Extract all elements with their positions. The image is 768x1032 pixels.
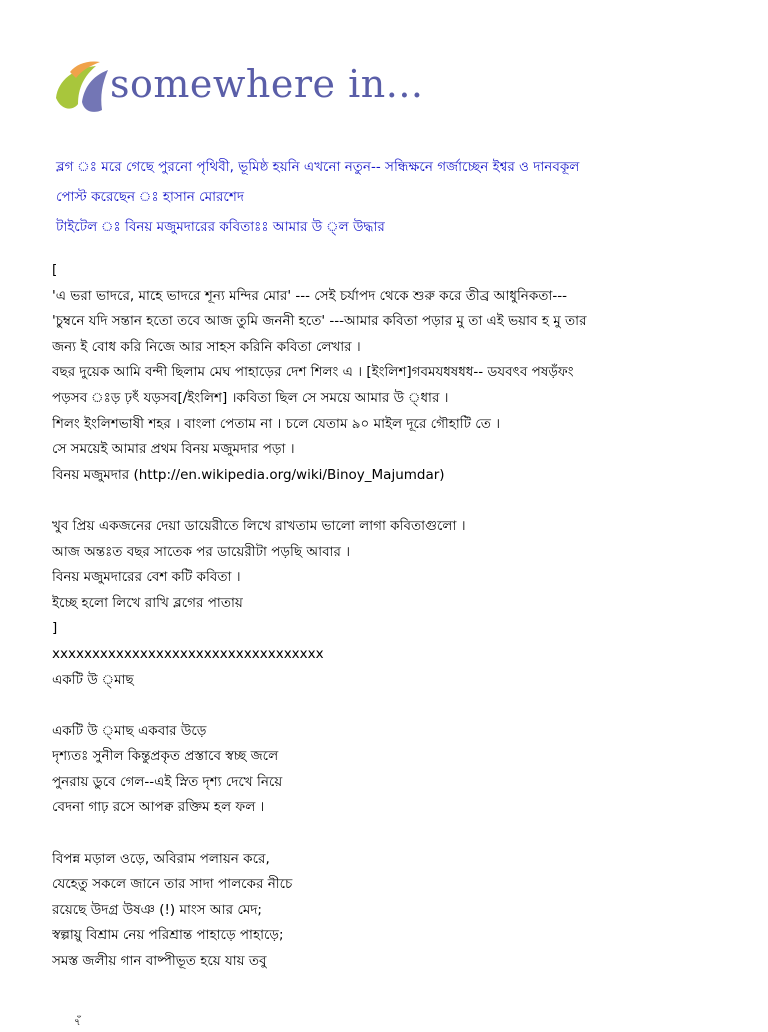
wiki-link-line[interactable]: বিনয় মজুমদার (http://en.wikipedia.org/wiki/Binoy_Majumdar) (52, 466, 445, 483)
body-line: বছর দুয়েক আমি বন্দী ছিলাম মেঘ পাহাড়ের দেশ শিলং এ । [ইংলিশ]গবমযধষধধ-- ডযবৎব পষড়ঁফং (52, 364, 574, 381)
body-line (52, 821, 742, 847)
body-line: পড়সব ঃড় ঢ়ৎঁ যড়সব[/ইংলিশ] ।কবিতা ছিল সে সময়ে আমার উ ্ধার । (52, 389, 449, 406)
body-line: সে সময়েই আমার প্রথম বিনয় মজুমদার পড়া । (52, 441, 295, 458)
poem-line: বিপন্ন মড়াল ওড়ে, অবিরাম পলায়ন করে, (52, 850, 270, 867)
poem-line: দৃশ্যতঃ সুনীল কিন্তুপ্রকৃত প্রস্তাবে স্বচ্ছ জলে (52, 748, 279, 765)
poem-line: পুনরায় ডুবে গেল--এই স্নিত দৃশ্য দেখে নিয়ে (52, 773, 283, 790)
poem-title: একটি উ ্মাছ (52, 671, 134, 688)
poem-line: যেহেতু সকলে জানে তার সাদা পালকের নীচে (52, 876, 293, 893)
site-logo[interactable] (52, 58, 432, 118)
poem-line: বেদনা গাঢ় রসে আপক্ব রক্তিম হল ফল । (52, 799, 265, 816)
logo-text: somewhere in... (110, 62, 424, 106)
post-title[interactable]: টাইটেল ঃ বিনয় মজুমদারের কবিতাঃঃ আমার উ ্ল উদ্ধার (56, 219, 385, 235)
posted-by[interactable]: পোস্ট করেছেন ঃ হাসান মোরশেদ (56, 189, 244, 205)
body-line: জন্য ই বোধ করি নিজে আর সাহস করিনি কবিতা লেখার । (52, 338, 361, 355)
body-line (52, 693, 742, 719)
logo-swoosh-icon (52, 58, 112, 118)
blog-name[interactable]: ব্লগ ঃ মরে গেছে পুরনো পৃথিবী, ভূমিষ্ঠ হয়নি এখনো নতুন-- সন্ধিক্ষনে গর্জাচ্ছেন ইশ্বর ও দানবকূল (56, 159, 580, 175)
footer-mark: ৭ঁ (74, 1017, 81, 1028)
body-line: আজ অন্তঃত বছর সাতেক পর ডায়েরীটা পড়ছি আবার । (52, 543, 351, 560)
body-line: [ (52, 262, 58, 278)
body-line: শিলং ইংলিশভাষী শহর । বাংলা পেতাম না । চলে যেতাম ৯০ মাইল দূরে গৌহাটি তে । (52, 415, 501, 432)
body-line: বিনয় মজুমদারের বেশ কটি কবিতা । (52, 569, 241, 586)
body-line: ] (52, 620, 58, 637)
poem-line: রয়েছে উদগ্র উষঞ (!) মাংস আর মেদ; (52, 901, 262, 918)
body-line: 'এ ভরা ভাদরে, মাহে ভাদরে শূন্য মন্দির মোর' --- সেই চর্যাপদ থেকে শুরু করে তীব্র আধুনিকতা--- (52, 287, 567, 304)
poem-line: স্বল্পায়ু বিশ্রাম নেয় পরিশ্রান্ত পাহাড়ে পাহাড়ে; (52, 927, 284, 944)
poem-line: একটি উ ্মাছ একবার উড়ে (52, 722, 207, 739)
body-line: ইচ্ছে হলো লিখে রাখি ব্লগের পাতায় (52, 594, 243, 611)
body-line: 'চুম্বনে যদি সন্তান হতো তবে আজ তুমি জননী হতে' ---আমার কবিতা পড়ার মু তা এই ভয়াব হ মু তার (52, 313, 587, 330)
separator-line: xxxxxxxxxxxxxxxxxxxxxxxxxxxxxxxxxx (52, 645, 324, 662)
post-body (52, 258, 742, 975)
body-line (52, 488, 742, 514)
poem-line: সমস্ত জলীয় গান বাষ্পীভূত হয়ে যায় তবু (52, 953, 267, 970)
body-line: খুব প্রিয় একজনের দেয়া ডায়েরীতে লিখে রাখতাম ভালো লাগা কবিতাগুলো । (52, 517, 466, 534)
